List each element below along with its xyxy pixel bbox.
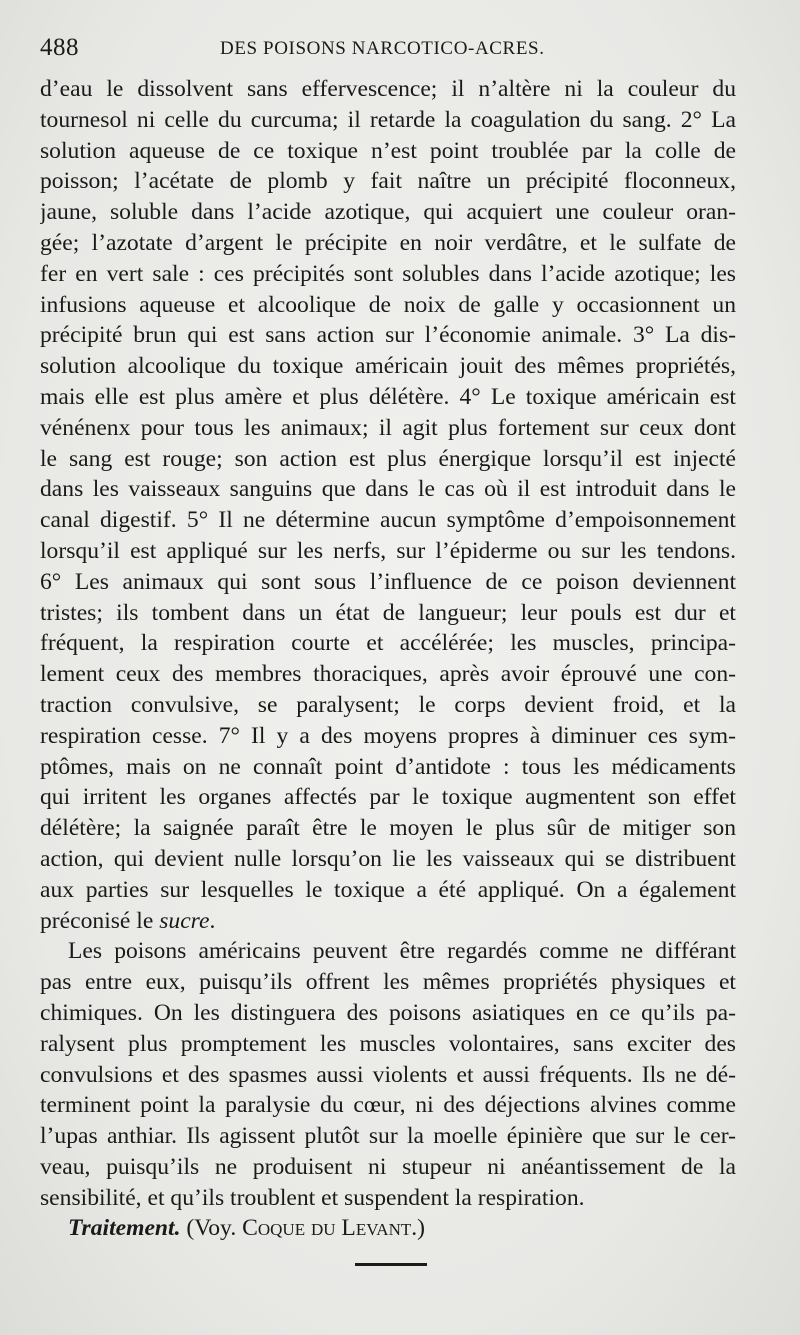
reference-target: Coque du Levant — [242, 1215, 412, 1242]
page-header — [40, 34, 740, 64]
text-line: convulsions et des spasmes aussi violents et aussi fréquents. Ils ne dé- — [40, 1061, 736, 1088]
text-line: jaune, soluble dans l’acide azotique, qui acquiert une couleur oran- — [40, 199, 736, 226]
paragraph-2 — [40, 936, 736, 1213]
reference-close: .) — [411, 1215, 426, 1242]
text-line: précipité brun qui est sans action sur l’économie animale. 3° La dis- — [40, 322, 736, 349]
text-line: pas entre eux, puisqu’ils offrent les mêmes propriétés physiques et — [40, 969, 736, 996]
text-line: terminent point la paralysie du cœur, ni des déjections alvines comme — [40, 1092, 736, 1119]
text-line: chimiques. On les distinguera des poisons asiatiques en ce qu’ils pa- — [40, 999, 736, 1026]
text-line: lement ceux des membres thoraciques, après avoir éprouvé une con- — [40, 661, 736, 688]
text-line: le sang est rouge; son action est plus énergique lorsqu’il est injecté — [40, 445, 736, 472]
text-line: l’upas anthiar. Ils agissent plutôt sur la moelle épinière que sur le cer- — [40, 1123, 736, 1150]
text-fragment: préconisé le — [40, 907, 160, 934]
text-line: ptômes, mais on ne connaît point d’antidote : tous les médicaments — [40, 753, 736, 780]
text-line: traction convulsive, se paralysent; le corps devient froid, et la — [40, 691, 736, 718]
text-line-last — [40, 906, 736, 937]
italic-term: sucre — [159, 907, 210, 934]
text-line: solution alcoolique du toxique américain jouit des mêmes propriétés, — [40, 353, 736, 380]
page-number: 488 — [40, 34, 79, 61]
text-line: 6° Les animaux qui sont sous l’influence de ce poison deviennent — [40, 568, 736, 595]
text-line: qui irritent les organes affectés par le toxique augmentent son effet — [40, 784, 736, 811]
text-line: délétère; la saignée paraît être le moyen le plus sûr de mitiger son — [40, 815, 736, 842]
text-line: respiration cesse. 7° Il y a des moyens propres à diminuer ces sym- — [40, 722, 736, 749]
text-line: mais elle est plus amère et plus délétère. 4° Le toxique américain est — [40, 383, 736, 410]
text-line-first: Les poisons américains peuvent être regardés comme ne différant — [68, 938, 736, 965]
text-line: infusions aqueuse et alcoolique de noix de galle y occasionnent un — [40, 291, 736, 318]
text-line: tournesol ni celle du curcuma; il retarde la coagulation du sang. 2° La — [40, 106, 736, 133]
text-line: lorsqu’il est appliqué sur les nerfs, sur l’épiderme ou sur les tendons. — [40, 537, 736, 564]
text-line: tristes; ils tombent dans un état de langueur; leur pouls est dur et — [40, 599, 736, 626]
text-line: gée; l’azotate d’argent le précipite en noir verdâtre, et le sulfate de — [40, 229, 736, 256]
text-line: solution aqueuse de ce toxique n’est point troublée par la colle de — [40, 137, 736, 164]
text-line: d’eau le dissolvent sans effervescence; il n’altère ni la couleur du — [40, 76, 736, 102]
text-line: canal digestif. 5° Il ne détermine aucun symptôme d’empoisonnement — [40, 507, 736, 534]
paragraph-1 — [40, 74, 736, 936]
treatment-note — [40, 1213, 736, 1244]
treatment-label: Traitement. — [68, 1215, 181, 1242]
text-line: ralysent plus promptement les muscles volontaires, sans exciter des — [40, 1030, 736, 1057]
text-line: dans les vaisseaux sanguins que dans le cas où il est introduit dans le — [40, 476, 736, 503]
running-head: DES POISONS NARCOTICO-ACRES. — [220, 38, 545, 59]
text-line: action, qui devient nulle lorsqu’on lie les vaisseaux qui se distribuent — [40, 845, 736, 872]
text-line: veau, puisqu’ils ne produisent ni stupeur ni anéantissement de la — [40, 1153, 736, 1180]
body-text — [40, 74, 736, 1244]
text-line: fer en vert sale : ces précipités sont solubles dans l’acide azotique; les — [40, 260, 736, 287]
text-line: fréquent, la respiration courte et accélérée; les muscles, principa- — [40, 630, 736, 657]
text-fragment: . — [209, 907, 216, 934]
section-divider — [355, 1263, 427, 1266]
text-line: vénénenx pour tous les animaux; il agit plus fortement sur ceux dont — [40, 414, 736, 441]
text-line: poisson; l’acétate de plomb y fait naître un précipité floconneux, — [40, 168, 736, 195]
reference-open: (Voy. — [180, 1215, 243, 1242]
text-line-last: sensibilité, et qu’ils troublent et suspendent la respiration. — [40, 1184, 585, 1211]
text-line: aux parties sur lesquelles le toxique a été appliqué. On a également — [40, 876, 736, 903]
